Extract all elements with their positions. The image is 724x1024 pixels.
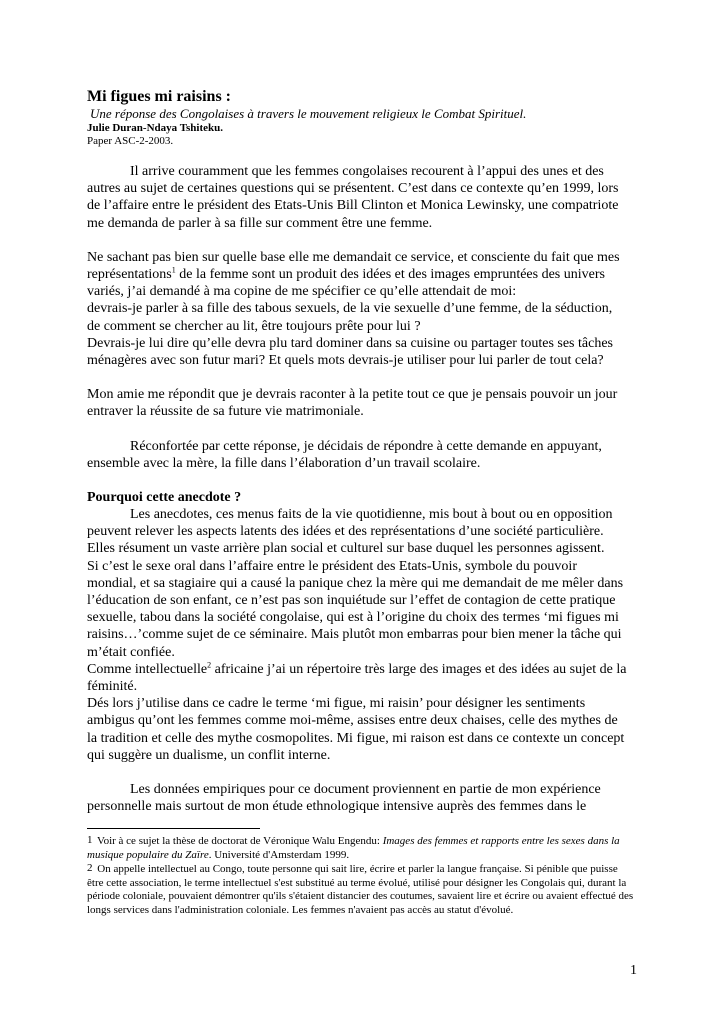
paragraph-7: Dés lors j’utilise dans ce cadre le terme ‘mi figue, mi raisin’ pour désigner les sentiments ambigus qu’ont les femmes comme moi-même, assises entre deux chaises, celle des mythes de la tradition et celle des mythe cosmopolites. Mi figue, mi raison est dans ce contexte un concept qui suggère un dualisme, un conflit interne. bbox=[87, 696, 625, 763]
section-heading: Pourquoi cette anecdote ? bbox=[87, 490, 242, 506]
author-line bbox=[87, 121, 627, 135]
paragraph-2-line-2: devrais-je parler à sa fille des tabous sexuels, de la vie sexuelle d’une femme, de la séduction, de comment se chercher au lit, être toujours prête pour lui ? bbox=[87, 301, 613, 334]
paper-id: Paper ASC-2-2003. bbox=[87, 135, 174, 147]
footnote-1-text: Voir à ce sujet la thèse de doctorat de Véronique Walu Engendu: bbox=[94, 835, 383, 847]
footnote-1-end: . Université d'Amsterdam 1999. bbox=[208, 848, 350, 861]
author-name: Julie Duran-Ndaya Tshiteku bbox=[87, 122, 221, 134]
paragraph-6-text-a: Comme intellectuelle bbox=[87, 661, 208, 677]
paragraph-5: Les anecdotes, ces menus faits de la vie quotidienne, mis bout à bout ou en opposition peuvent relever les aspects latents des idées et des représentations d’une société particulière. Elles résument un vaste arrière plan social et culturel sur base duquel les personnes agissent. bbox=[87, 507, 613, 557]
paragraph-8: Les données empiriques pour ce document proviennent en partie de mon expérience personnelle mais surtout de mon étude ethnologique intensive auprès des femmes dans le bbox=[87, 782, 601, 815]
footnote-1-title: Images des femmes et rapports entre les sexes dans la musique populaire du Zaïre bbox=[87, 835, 620, 861]
paragraph-4: Réconfortée par cette réponse, je décidais de répondre à cette demande en appuyant, ensemble avec la mère, la fille dans l’élaboration d’un travail scolaire. bbox=[87, 438, 602, 471]
footnote-1 bbox=[87, 835, 635, 862]
footnote-2-text: On appelle intellectuel au Congo, toute personne qui sait lire, écrire et parler la langue française. Si pénible que puisse être cette association, le terme intellectuel s'est substitué au terme évolué, utilisé pour désigner les Congolais qui, durant la période coloniale, pouvaient démontrer qu'ils s'étaient distancier des coutumes, savaient lire et écrire ou avaient effectué des longs services dans l'administration coloniale. Les femmes n'avaient pas accès au statut d'évolué. bbox=[87, 863, 634, 916]
footnotes bbox=[87, 835, 635, 918]
paragraph-2-text-a: Ne sachant pas bien sur quelle base elle me demandait ce service, et consciente du fait que mes représentations bbox=[87, 249, 620, 283]
paragraph-5b: Si c’est le sexe oral dans l’affaire entre le président des Etats-Unis, symbole du pouvoir mondial, et sa stagiaire qui a causé la panique chez la mère qui me demandait de me mêler dans l’éducation de son enfant, ce n’est pas son inquiétude sur l’effet de contagion de cette pratique sexuelle, tabou dans la société congolaise, qui est à l’origine du choix des termes ‘mi figues mi raisins…’comme sujet de ce séminaire. Mais plutôt mon embarras pour bien mener la tâche qui m’était confiée. bbox=[87, 558, 624, 660]
paragraph-6 bbox=[87, 661, 627, 695]
paper-title: Mi figues mi raisins : bbox=[87, 88, 231, 105]
footnote-ref-2[interactable]: 2 bbox=[207, 660, 212, 670]
footnote-2-number: 2 bbox=[87, 862, 93, 874]
paragraph-2-line-3: Devrais-je lui dire qu’elle devra plu tard dominer dans sa cuisine ou partager toutes ses tâches ménagères avec son futur mari? Et quels mots devrais-je utiliser pour lui parler de tout cela? bbox=[87, 335, 613, 369]
footnote-divider bbox=[87, 828, 260, 829]
page-number: 1 bbox=[630, 963, 637, 978]
paragraph-3: Mon amie me répondit que je devrais raconter à la petite tout ce que je pensais pouvoir un jour entraver la réussite de sa future vie matrimoniale. bbox=[87, 387, 618, 420]
footnote-2 bbox=[87, 863, 635, 917]
main-content bbox=[87, 87, 627, 833]
paragraph-1: Il arrive couramment que les femmes congolaises recourent à l’appui des unes et des autres au sujet de certaines questions qui se présentent. C’est dans ce contexte qu’en 1999, lors de l’affaire entre le président des Etats-Unis Bill Clinton et Monica Lewinsky, une compatriote me demanda de parler à sa fille sur comment être une femme. bbox=[87, 164, 619, 231]
author-suffix: . bbox=[220, 122, 224, 134]
paper-subtitle: Une réponse des Congolaises à travers le mouvement religieux le Combat Spirituel. bbox=[90, 106, 527, 121]
paragraph-2 bbox=[87, 249, 627, 301]
paragraph-6-text-b: africaine j’ai un répertoire très large des images et des idées au sujet de la féminité. bbox=[87, 661, 627, 695]
footnote-ref-1[interactable]: 1 bbox=[171, 265, 176, 275]
paragraph-2-text-b: de la femme sont un produit des idées et des images empruntées des univers variés, j’ai demandé à ma copine de me spécifier ce qu’elle attendait de moi: bbox=[87, 267, 605, 300]
footnote-1-number: 1 bbox=[87, 834, 93, 846]
